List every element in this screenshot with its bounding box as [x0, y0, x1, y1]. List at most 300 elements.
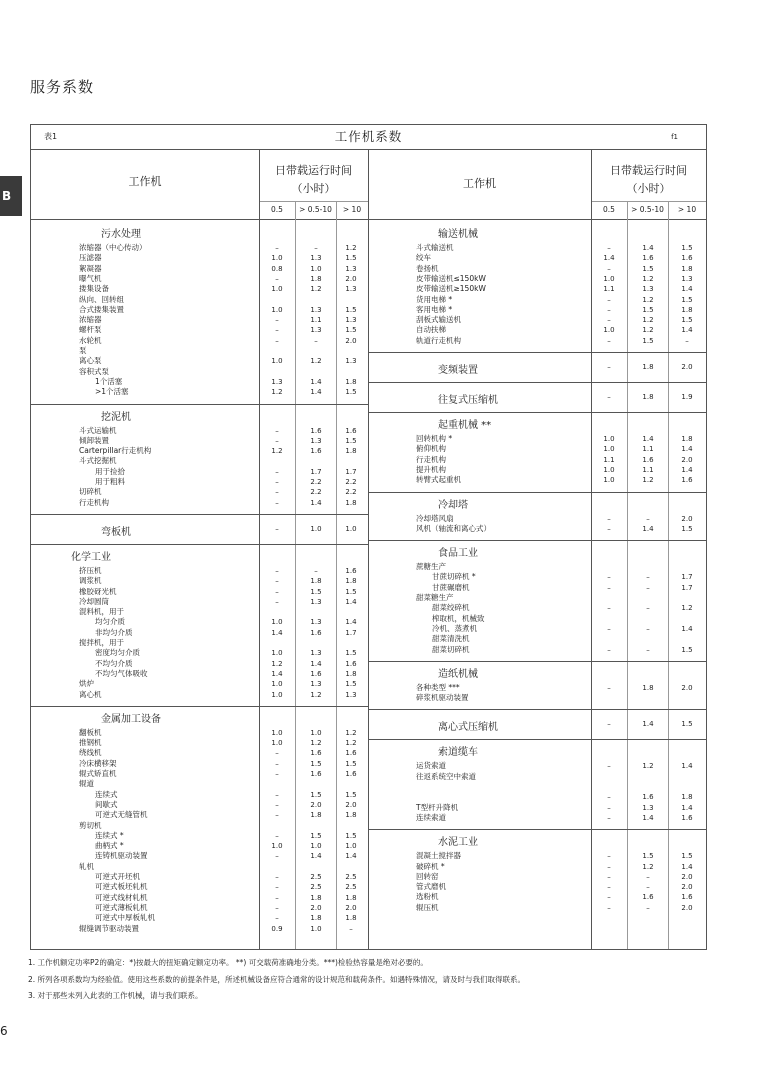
right-row-label: 绞车 — [416, 253, 431, 263]
left-row-label: 合式搂集装置 — [79, 304, 124, 314]
right-value: 1.4 — [681, 862, 693, 871]
left-value: – — [275, 436, 279, 445]
right-section-title: 离心式压缩机 — [438, 722, 498, 734]
right-value: – — [607, 514, 611, 523]
left-section-title: 挖泥机 — [101, 411, 131, 423]
footnote-3: 3. 对于那些未列入此表的工作机械，请与我们联系。 — [28, 991, 203, 1000]
right-value: 1.5 — [681, 645, 693, 654]
col-period-left-0: 0.5 — [271, 205, 283, 214]
right-section-divider — [368, 492, 706, 493]
left-value: 1.5 — [310, 831, 322, 840]
right-value: 1.4 — [642, 524, 654, 533]
right-section-divider — [368, 739, 706, 740]
right-value: 1.8 — [642, 683, 654, 692]
right-value: 1.7 — [681, 583, 693, 592]
left-value: – — [275, 577, 279, 586]
left-value: – — [314, 566, 318, 575]
left-value: 1.6 — [345, 770, 357, 778]
left-value: – — [275, 811, 279, 820]
left-value: 1.3 — [345, 264, 357, 273]
service-factor-table — [30, 124, 707, 950]
left-value: – — [275, 759, 279, 768]
left-value: – — [349, 924, 353, 933]
left-value: 2.5 — [310, 873, 322, 881]
right-row-label: 碎浆机驱动装置 — [416, 693, 469, 703]
left-value: 1.8 — [310, 914, 322, 923]
right-value: – — [646, 573, 650, 582]
right-value: 1.6 — [642, 455, 654, 464]
left-value: 2.2 — [345, 488, 357, 497]
left-row-label: 曲柄式 * — [95, 841, 124, 851]
right-row-label: 选粉机 — [416, 892, 439, 902]
left-value: 1.5 — [345, 680, 357, 689]
right-row-label: 皮带输送机≤150kW — [416, 273, 486, 283]
left-value: 1.3 — [345, 316, 357, 325]
right-value: 1.6 — [642, 793, 654, 802]
left-value: 1.2 — [310, 739, 322, 748]
right-value: 1.4 — [681, 762, 693, 771]
left-value: 1.3 — [310, 680, 322, 689]
left-value: – — [275, 326, 279, 335]
right-value: 1.5 — [681, 295, 693, 304]
right-value: 1.3 — [642, 285, 654, 294]
right-row-label: 甜菜切碎机 — [432, 644, 470, 654]
col-period-left-2: > 10 — [342, 205, 362, 214]
right-value: – — [607, 683, 611, 692]
left-row-label: 密度均匀介质 — [95, 648, 140, 658]
right-value: 1.6 — [681, 254, 693, 263]
left-row-label: 可逆式板坯轧机 — [95, 882, 148, 892]
left-row-label: >1个活塞 — [95, 387, 129, 397]
right-value: – — [646, 872, 650, 881]
left-row-label: 挤压机 — [79, 565, 102, 575]
right-value: 1.4 — [642, 244, 654, 252]
left-value: 1.5 — [345, 436, 357, 445]
footnote-2: 2. 所列各项系数均为经验值。使用这些系数的前提条件是，所述机械设备应符合通常的设计规范和载荷条件。如遇特殊情况，请及时与我们取得联系。 — [28, 975, 526, 984]
left-value: 0.8 — [271, 264, 283, 273]
left-row-label: 连铸机驱动装置 — [95, 851, 148, 861]
right-value: – — [607, 803, 611, 812]
right-value: 1.4 — [681, 624, 693, 633]
left-value: 1.3 — [310, 436, 322, 445]
left-row-label: 浓缩器 — [79, 315, 102, 325]
left-row-label: 絮凝器 — [79, 263, 102, 273]
left-value: 1.6 — [345, 749, 357, 758]
right-value: 1.1 — [603, 455, 615, 464]
right-value: 1.5 — [642, 852, 654, 861]
right-value: – — [607, 363, 611, 371]
left-value: 1.7 — [345, 467, 357, 476]
right-value: 1.5 — [681, 316, 693, 325]
left-value: 1.5 — [345, 326, 357, 335]
right-value: – — [607, 393, 611, 401]
right-value: 1.2 — [642, 316, 654, 325]
left-row-label: 调浆机 — [79, 576, 102, 586]
left-value: 1.4 — [271, 628, 283, 637]
left-row-label: 连续式 — [95, 789, 118, 799]
right-value: – — [607, 264, 611, 273]
left-value: 1.0 — [345, 524, 357, 533]
right-section-divider — [368, 412, 706, 413]
page-title: 服务系数 — [30, 78, 95, 96]
col-hours-right-line2: （小时） — [626, 182, 671, 195]
left-value: 1.6 — [310, 426, 322, 435]
right-value: – — [646, 883, 650, 892]
right-value: – — [607, 624, 611, 633]
left-value: 1.6 — [345, 426, 357, 435]
left-value: 1.6 — [310, 628, 322, 637]
right-row-label: 客用电梯 * — [416, 304, 453, 314]
table-id: 表1 — [44, 132, 58, 141]
right-value: 1.1 — [642, 445, 654, 454]
left-value: 1.5 — [345, 790, 357, 799]
left-row-label: 混料机，用于 — [79, 607, 124, 617]
left-value: 1.5 — [310, 790, 322, 799]
right-value: – — [646, 624, 650, 633]
left-value: 2.5 — [310, 883, 322, 892]
left-value: 0.9 — [271, 924, 283, 933]
left-value: 1.8 — [310, 811, 322, 820]
left-value: 1.0 — [271, 618, 283, 627]
left-section-divider — [31, 706, 368, 707]
right-section-divider — [368, 382, 706, 383]
right-value: – — [607, 793, 611, 802]
left-row-label: 搂集设备 — [79, 284, 109, 294]
left-value: 1.8 — [310, 577, 322, 586]
left-row-label: 浓缩器（中心传动） — [79, 243, 147, 252]
left-value: – — [275, 524, 279, 533]
right-section-title: 往复式压缩机 — [438, 395, 498, 406]
right-value: 1.0 — [603, 445, 615, 454]
left-value: 1.2 — [310, 285, 322, 294]
right-row-label: 甜菜清洗机 — [432, 634, 470, 644]
left-row-label: 纵向、回转组 — [79, 294, 124, 304]
right-value: 1.1 — [603, 285, 615, 294]
left-value: 1.2 — [310, 357, 322, 366]
right-row-label: 甘蔗碾磨机 — [432, 582, 470, 592]
right-row-label: 行走机构 — [416, 454, 446, 464]
right-value: 1.6 — [681, 893, 693, 902]
right-value: 1.0 — [603, 465, 615, 474]
left-value: 1.4 — [310, 377, 322, 386]
left-row-label: 用于粗料 — [95, 477, 125, 486]
left-value: 1.4 — [345, 852, 357, 861]
right-value: – — [607, 573, 611, 582]
left-value: 1.6 — [310, 669, 322, 678]
left-row-label: 冷却圆筒 — [79, 596, 109, 606]
left-value: – — [275, 478, 279, 486]
right-value: 1.4 — [681, 285, 693, 294]
right-value: 1.5 — [681, 524, 693, 533]
left-value: 2.2 — [310, 478, 322, 486]
right-value: – — [646, 583, 650, 592]
right-value: 2.0 — [681, 883, 693, 892]
right-row-label: 斗式输送机 — [416, 243, 454, 252]
left-value: 1.5 — [345, 388, 357, 397]
left-value: 1.4 — [271, 669, 283, 678]
right-value: – — [607, 862, 611, 871]
left-value: – — [275, 426, 279, 435]
left-value: 1.8 — [345, 914, 357, 923]
right-value: – — [607, 244, 611, 252]
left-value: – — [275, 903, 279, 912]
left-row-label: 压滤器 — [79, 253, 102, 263]
left-value: – — [275, 770, 279, 778]
right-value: 1.9 — [681, 393, 693, 401]
right-value: – — [607, 720, 611, 729]
left-value: 1.5 — [345, 305, 357, 314]
left-value: 1.4 — [310, 852, 322, 861]
right-value: – — [607, 893, 611, 902]
left-value: 1.7 — [310, 467, 322, 476]
left-value: 1.8 — [310, 274, 322, 283]
left-value: 1.0 — [271, 728, 283, 737]
left-value: 1.8 — [310, 893, 322, 902]
right-value: – — [646, 604, 650, 613]
right-value: 1.2 — [642, 476, 654, 485]
left-value: 1.3 — [310, 618, 322, 627]
footnote-1: 1. 工作机额定功率P2的确定：*)按最大的扭矩确定额定功率。 **) 可交载荷准确地分类。***)检验热容量是绝对必要的。 — [28, 958, 428, 967]
left-value: – — [275, 587, 279, 596]
right-row-label: T型杆升降机 — [416, 802, 459, 812]
left-row-label: 可逆式开坯机 — [95, 872, 140, 881]
left-row-label: 烘炉 — [79, 679, 94, 689]
left-value: 1.0 — [310, 264, 322, 273]
left-row-label: 不均匀介质 — [95, 658, 133, 668]
left-value: 1.5 — [345, 587, 357, 596]
left-row-label: 行走机构 — [79, 497, 109, 507]
right-section-title: 输送机械 — [438, 229, 478, 240]
left-row-label: 辊式矫直机 — [79, 769, 117, 778]
right-value: 1.1 — [642, 465, 654, 474]
left-value: 1.4 — [345, 597, 357, 606]
right-section-title: 食品工业 — [438, 548, 478, 560]
right-section-title: 冷却塔 — [438, 499, 468, 511]
left-value: 1.8 — [345, 377, 357, 386]
right-value: 1.0 — [603, 435, 615, 443]
right-row-label: 轨道行走机构 — [416, 335, 461, 345]
right-value: 1.7 — [681, 573, 693, 582]
right-value: 1.5 — [681, 244, 693, 252]
right-row-label: 甜菜绞碎机 — [432, 603, 470, 613]
right-value: – — [607, 336, 611, 345]
right-value: 1.5 — [642, 305, 654, 314]
right-value: – — [607, 583, 611, 592]
right-row-label: 卷扬机 — [416, 263, 439, 273]
right-row-label: 蔗糖生产 — [416, 562, 446, 572]
left-value: 1.0 — [310, 924, 322, 933]
left-row-label: 推钢机 — [79, 738, 102, 748]
left-row-label: 可逆式中厚板轧机 — [95, 913, 155, 923]
left-value: – — [275, 244, 279, 252]
right-row-label: 自动扶梯 — [416, 325, 446, 335]
right-value: – — [607, 813, 611, 822]
left-section-title: 弯板机 — [101, 526, 131, 538]
left-row-label: 均匀介质 — [95, 617, 125, 627]
right-value: – — [607, 316, 611, 325]
left-value: 2.0 — [345, 336, 357, 345]
left-value: 1.3 — [310, 254, 322, 263]
col-hours-left-line2: （小时） — [291, 182, 336, 195]
right-row-label: 皮带输送机≥150kW — [416, 284, 486, 294]
left-value: 1.5 — [310, 587, 322, 596]
left-row-label: 翻板机 — [79, 727, 102, 737]
right-value: 1.0 — [603, 326, 615, 335]
right-row-label: 货用电梯 * — [416, 294, 453, 304]
right-value: 1.5 — [642, 264, 654, 273]
right-section-title: 起重机械 ** — [438, 420, 492, 431]
right-value: 2.0 — [681, 872, 693, 881]
left-row-label: 离心泵 — [79, 356, 102, 366]
right-section-divider — [368, 829, 706, 830]
left-section-title: 污水处理 — [101, 229, 141, 240]
right-value: – — [646, 645, 650, 654]
left-row-label: 斗式运输机 — [79, 425, 117, 435]
left-row-label: 间歇式 — [95, 799, 118, 809]
left-value: 2.0 — [310, 800, 322, 809]
right-value: – — [607, 872, 611, 881]
right-value: 2.0 — [681, 903, 693, 912]
right-value: 1.3 — [642, 803, 654, 812]
left-value: 1.3 — [345, 357, 357, 366]
right-row-label: 转臂式起重机 — [416, 475, 461, 485]
right-value: 1.5 — [681, 720, 693, 729]
left-section-title: 化学工业 — [71, 551, 111, 563]
right-value: – — [607, 305, 611, 314]
left-value: 1.0 — [271, 305, 283, 314]
col-period-right-2: > 10 — [677, 205, 697, 214]
right-section-divider — [368, 540, 706, 541]
right-row-label: 破碎机 * — [416, 861, 445, 871]
right-row-label: 连续索道 — [416, 812, 446, 822]
left-value: 1.0 — [271, 842, 283, 851]
right-value: – — [607, 295, 611, 304]
left-value: – — [275, 852, 279, 861]
left-row-label: 可逆式薄板轧机 — [95, 902, 148, 912]
left-value: 1.0 — [345, 842, 357, 851]
left-value: 1.0 — [310, 524, 322, 533]
left-row-label: 曝气机 — [79, 273, 102, 283]
left-value: 2.5 — [345, 873, 357, 881]
right-value: 1.8 — [681, 793, 693, 802]
right-value: 1.8 — [642, 363, 654, 371]
left-value: 1.0 — [271, 649, 283, 658]
right-value: 2.0 — [681, 514, 693, 523]
left-value: 2.0 — [310, 903, 322, 912]
col-period-left-1: > 0.5-10 — [299, 205, 332, 214]
left-row-label: 斗式挖掘机 — [79, 456, 117, 466]
left-row-label: 容积式泵 — [79, 366, 109, 376]
left-row-label: 连续式 * — [95, 830, 124, 840]
left-value: 1.3 — [310, 305, 322, 314]
left-value: 1.8 — [345, 669, 357, 678]
right-value: 1.6 — [642, 254, 654, 263]
left-value: 1.8 — [345, 811, 357, 820]
left-value: 1.0 — [271, 690, 283, 699]
left-row-label: 辊缝调节驱动装置 — [79, 923, 139, 933]
left-value: 1.3 — [310, 597, 322, 606]
right-value: 1.2 — [642, 762, 654, 771]
right-value: 1.2 — [681, 604, 693, 613]
col-hours-right-line1: 日带载运行时间 — [610, 164, 687, 177]
right-value: 1.4 — [603, 254, 615, 263]
left-value: 1.0 — [271, 357, 283, 366]
left-section-title: 金属加工设备 — [101, 713, 161, 725]
right-value: 1.4 — [642, 813, 654, 822]
left-value: 1.3 — [271, 377, 283, 386]
left-value: 1.0 — [271, 285, 283, 294]
left-value: 2.5 — [345, 883, 357, 892]
right-value: 1.2 — [642, 326, 654, 335]
left-value: – — [275, 336, 279, 345]
right-value: – — [607, 604, 611, 613]
left-row-label: 1个活塞 — [95, 376, 123, 386]
left-value: 1.5 — [345, 649, 357, 658]
right-value: 1.6 — [642, 893, 654, 902]
table-sub: f1 — [671, 133, 678, 141]
right-value: – — [607, 524, 611, 533]
right-value: – — [607, 883, 611, 892]
left-value: 1.2 — [310, 690, 322, 699]
right-value: 1.6 — [681, 813, 693, 822]
left-value: 1.7 — [345, 628, 357, 637]
left-value: – — [275, 488, 279, 497]
left-value: 1.2 — [345, 728, 357, 737]
right-value: 1.8 — [681, 435, 693, 443]
right-value: – — [646, 903, 650, 912]
right-row-label: 回转窑 — [416, 871, 439, 881]
right-row-label: 风机（轴流和离心式） — [416, 523, 491, 533]
left-row-label: 泵 — [79, 346, 87, 355]
left-value: 1.4 — [310, 498, 322, 507]
right-value: 1.4 — [681, 445, 693, 454]
left-row-label: 螺杆泵 — [79, 325, 102, 335]
right-value: – — [607, 762, 611, 771]
right-value: 1.2 — [642, 295, 654, 304]
left-value: 1.6 — [310, 447, 322, 456]
right-value: 1.2 — [642, 862, 654, 871]
left-value: 1.3 — [310, 326, 322, 335]
left-value: 1.3 — [310, 649, 322, 658]
left-value: – — [275, 873, 279, 881]
left-value: – — [275, 597, 279, 606]
left-value: 2.0 — [345, 274, 357, 283]
right-value: 1.4 — [642, 435, 654, 443]
left-value: 1.5 — [345, 831, 357, 840]
left-value: – — [314, 336, 318, 345]
right-row-label: 运货索道 — [416, 761, 446, 771]
left-row-label: 橡胶砑光机 — [79, 586, 117, 596]
left-value: 2.0 — [345, 800, 357, 809]
left-value: 1.0 — [271, 254, 283, 263]
right-value: 2.0 — [681, 363, 693, 371]
right-value: 1.5 — [642, 336, 654, 345]
left-value: 1.6 — [310, 770, 322, 778]
left-value: – — [275, 316, 279, 325]
right-value: 1.5 — [681, 852, 693, 861]
left-value: – — [275, 566, 279, 575]
left-value: 1.2 — [271, 388, 283, 397]
col-period-right-1: > 0.5-10 — [631, 205, 664, 214]
left-value: 1.0 — [310, 842, 322, 851]
right-row-label: 回转机构 * — [416, 434, 453, 443]
left-value: 1.2 — [271, 447, 283, 456]
left-row-label: 不均匀气体吸收 — [95, 668, 148, 678]
left-section-divider — [31, 404, 368, 405]
right-value: 1.2 — [642, 274, 654, 283]
left-row-label: 绕线机 — [79, 748, 102, 758]
left-value: 2.2 — [345, 478, 357, 486]
